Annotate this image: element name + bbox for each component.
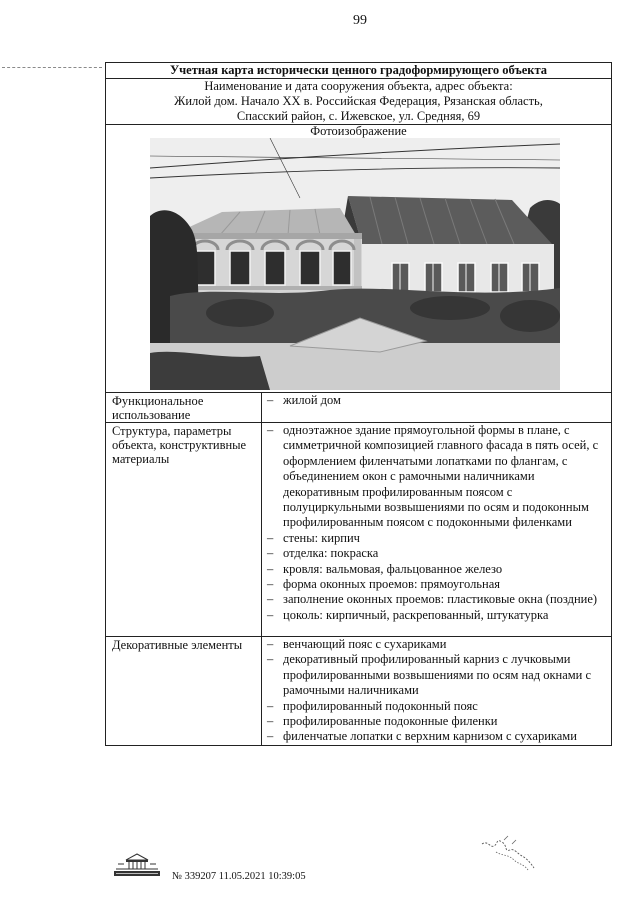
list-item: – филенчатые лопатки с верхним карнизом с сухариками [267,729,609,744]
page-number: 99 [353,13,367,28]
list-item: – венчающий пояс с сухариками [267,637,609,652]
list-item: – жилой дом [267,393,609,408]
list-item: – стены: кирпич [267,531,609,546]
list-item: – профилированные подоконные филенки [267,714,609,729]
row-structure-materials [106,423,611,637]
row-decorative-elements [106,637,611,745]
list-item: – одноэтажное здание прямоугольной формы в плане, с симметричной композицией главного фасада в пять осей, с оформлением филенчатыми лопатками по флангам, с объединением окон с рамочными наличниками декоративным профилированным поясом с полуциркульными возвышениями по осям и подоконным профилированным поясом с подоконными филенками [267,423,609,531]
list-item: – отделка: покраска [267,546,609,561]
list-item: – профилированный подоконный пояс [267,699,609,714]
list-item: – декоративный профилированный карниз с лучковыми профилированными возвышениями по осям над окнами с рамочными наличниками [267,652,609,698]
card-title: Учетная карта исторически ценного градоформирующего объекта [106,63,611,79]
list-item: – форма оконных проемов: прямоугольная [267,577,609,592]
row-value [262,393,611,422]
scan-margin-mark [2,67,102,68]
list-item: – заполнение оконных проемов: пластиковые окна (поздние) [267,592,609,607]
row-label: Структура, параметры объекта, конструктивные материалы [106,423,262,636]
object-name-heading: Наименование и дата сооружения объекта, адрес объекта: [204,79,513,93]
building-photo [150,138,560,390]
row-label: Декоративные элементы [106,637,262,745]
object-name-line-2: Спасский район, с. Ижевское, ул. Средняя, 69 [236,109,481,123]
registration-stamp: № 339207 11.05.2021 10:39:05 [172,871,306,882]
row-value [262,637,611,745]
government-logo [112,852,162,878]
list-item: – кровля: вальмовая, фальцованное железо [267,562,609,577]
row-label: Функциональное использование [106,393,262,422]
object-name-block [106,79,611,125]
object-name-line-1: Жилой дом. Начало XX в. Российская Федерация, Рязанская область, [174,94,543,108]
photo-heading: Фотоизображение [310,124,407,138]
signature [474,834,540,876]
row-functional-use [106,393,611,423]
foreground-shadow [150,352,270,390]
list-item: – цоколь: кирпичный, раскрепованный, штукатурка [267,608,609,623]
photo-block [106,125,611,393]
row-value [262,423,611,636]
record-card-table [105,62,612,746]
